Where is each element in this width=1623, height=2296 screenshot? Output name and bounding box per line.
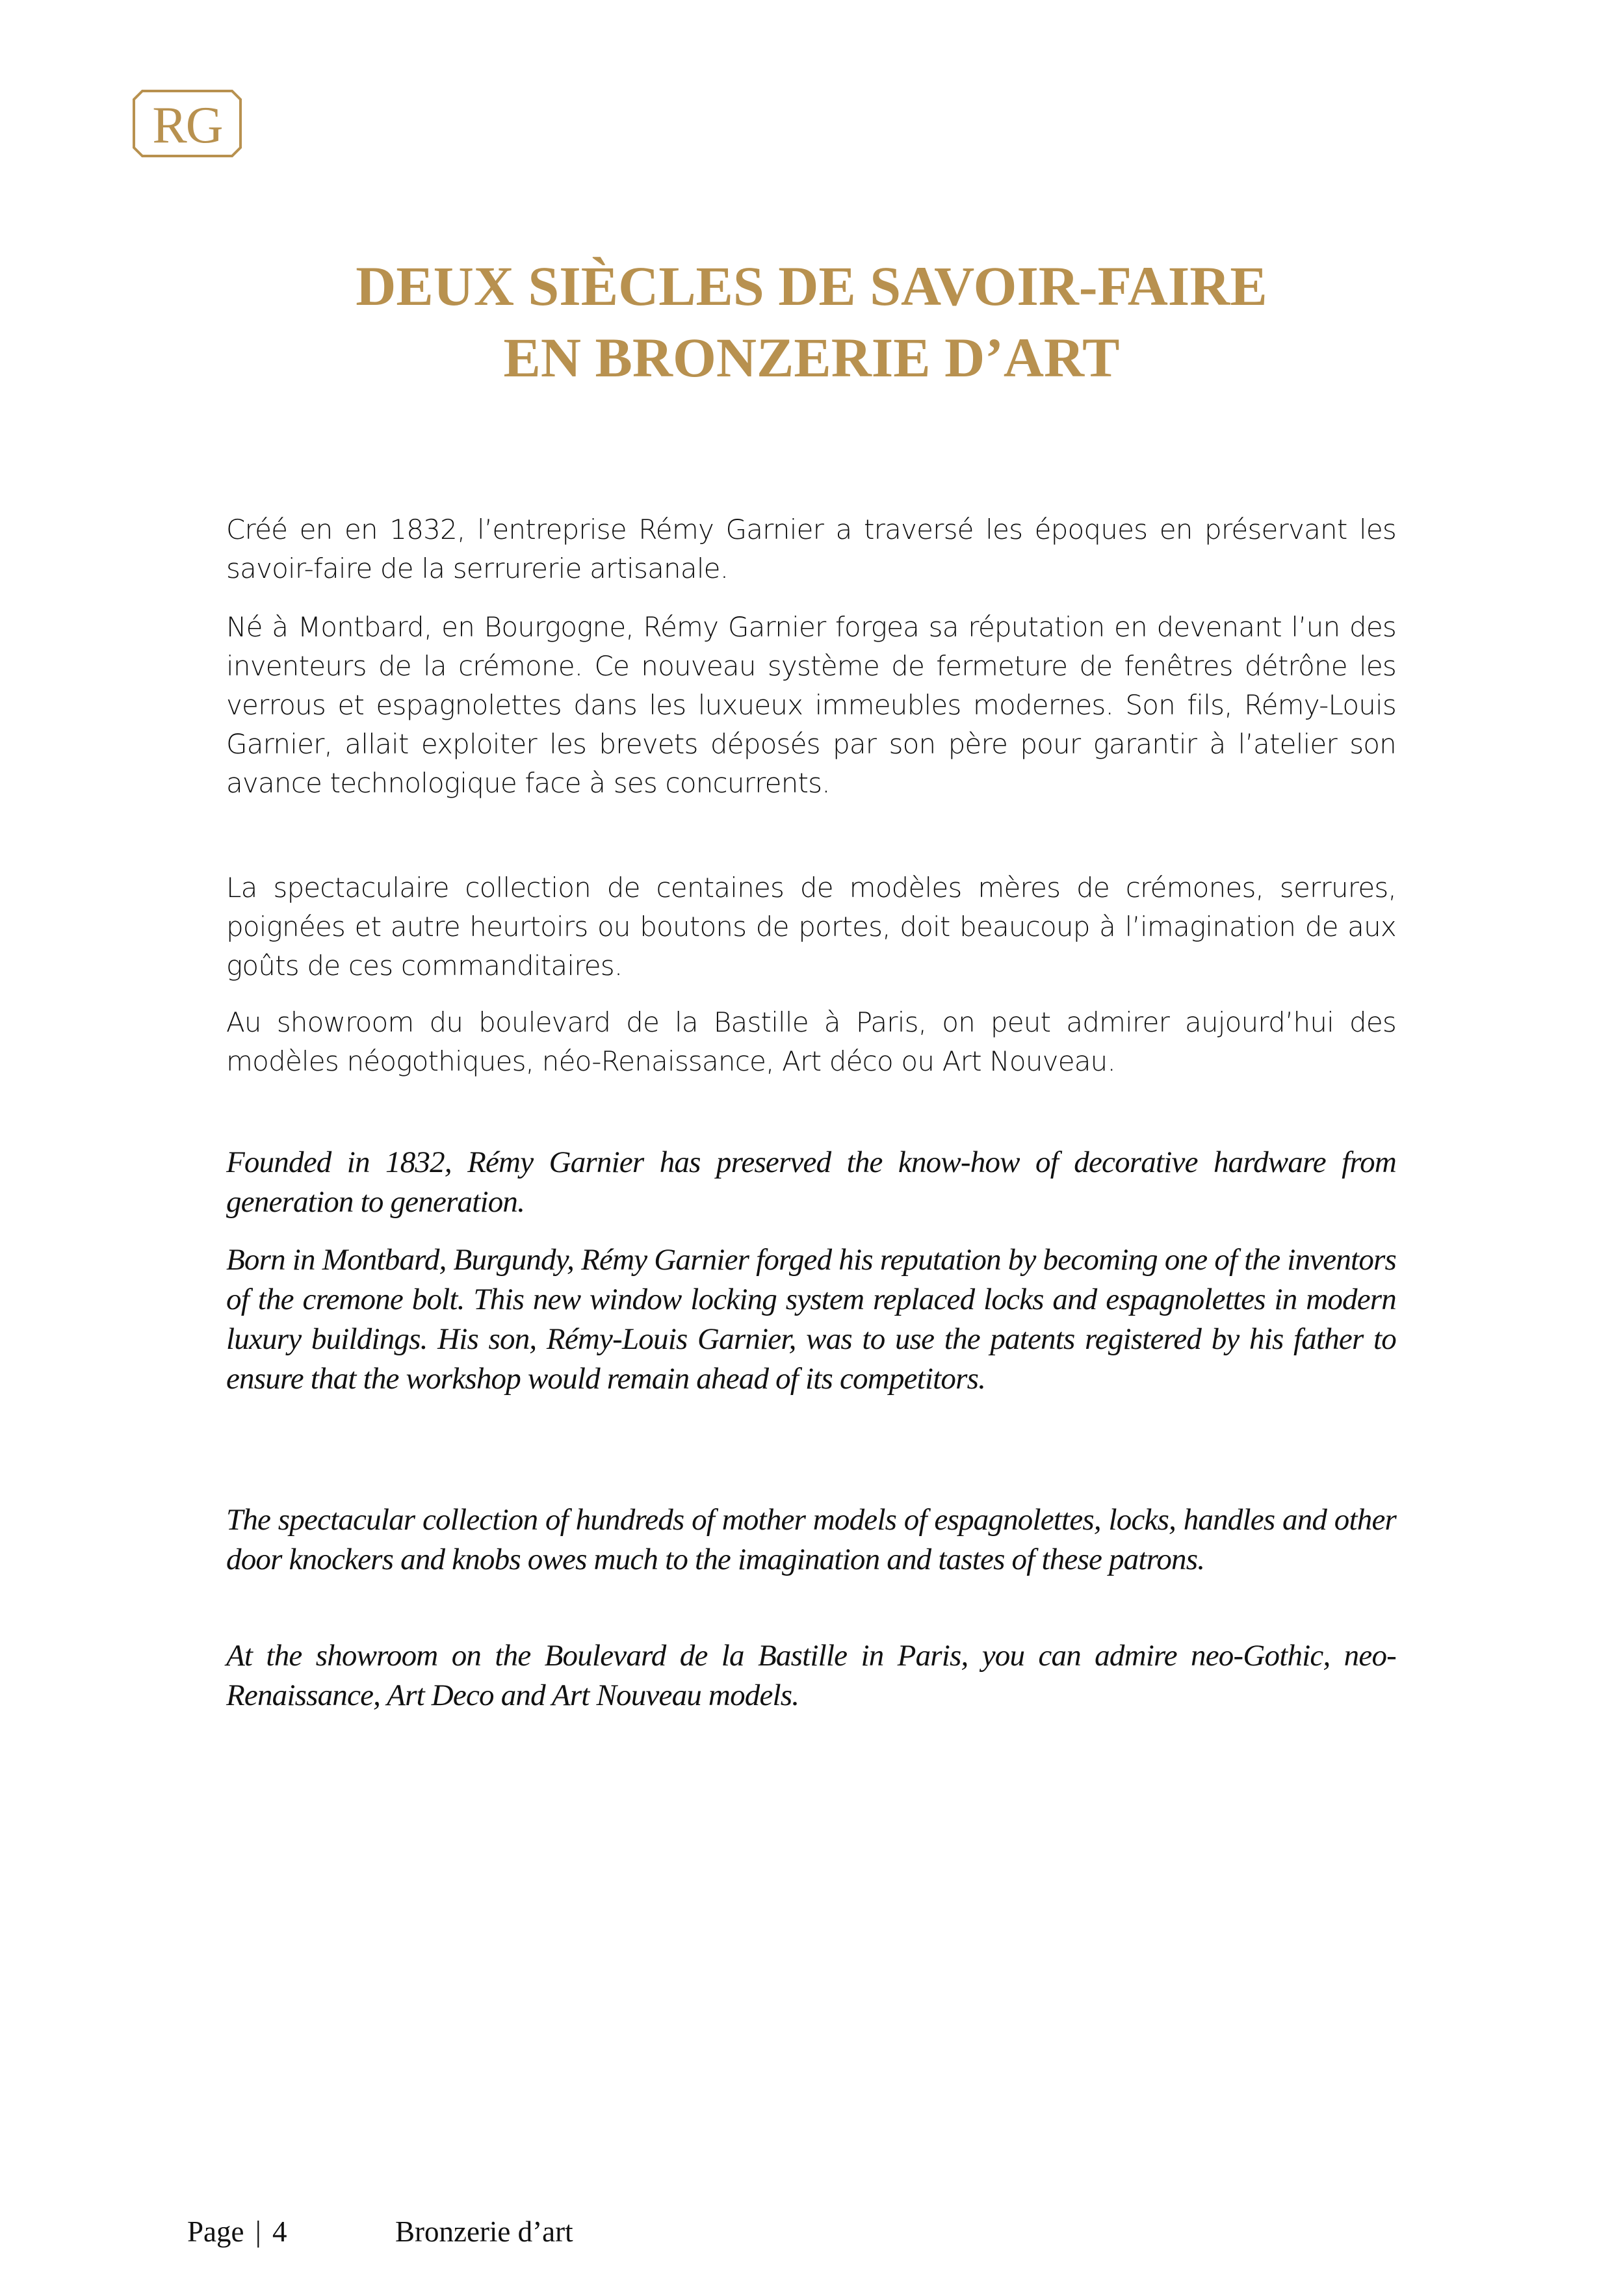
french-section-1 (226, 510, 1396, 588)
page-title-line-2: EN BRONZERIE D’ART (503, 326, 1120, 389)
english-section-1 (226, 1143, 1396, 1222)
french-section-2 (226, 608, 1396, 803)
french-paragraph: Né à Montbard, en Bourgogne, Rémy Garnier forgea sa réputation en devenant l’un des inventeurs de la crémone. Ce nouveau système de fermeture de fenêtres détrône les verrous et espagnolettes dans les luxueux immeubles modernes. Son fils, Rémy-Louis Garnier, allait exploiter les brevets déposés par son père pour garantir à l’atelier son avance technologique face à ses concurrents. (226, 611, 1396, 799)
rg-logo (132, 89, 242, 158)
page-label: Page (187, 2215, 244, 2248)
french-paragraph: Au showroom du boulevard de la Bastille à Paris, on peut admirer aujourd’hui des modèles néogothiques, néo-Renaissance, Art déco ou Art Nouveau. (226, 1006, 1396, 1077)
english-paragraph: Born in Montbard, Burgundy, Rémy Garnier forged his reputation by becoming one of the inventors of the cremone bolt. This new window locking system replaced locks and espagnolettes in modern luxury buildings. His son, Rémy-Louis Garnier, was to use the patents registered by his father to ensure that the workshop would remain ahead of its competitors. (226, 1243, 1396, 1396)
english-paragraph: At the showroom on the Boulevard de la Bastille in Paris, you can admire neo-Gothic, neo-Renaissance, Art Deco and Art Nouveau models. (226, 1639, 1396, 1712)
french-section-4 (226, 1003, 1396, 1081)
footer-separator: | (255, 2215, 261, 2248)
page-title (0, 250, 1623, 393)
french-section-3 (226, 868, 1396, 985)
french-paragraph: La spectaculaire collection de centaines de modèles mères de crémones, serrures, poignées et autre heurtoirs ou boutons de portes, doit beaucoup à l’imagination de aux goûts de ces commanditaires. (226, 872, 1396, 982)
page-title-line-1: DEUX SIÈCLES DE SAVOIR-FAIRE (356, 255, 1267, 317)
logo-text: RG (152, 97, 222, 154)
french-paragraph: Créé en en 1832, l’entreprise Rémy Garnier a traversé les époques en préservant les savoir-faire de la serrurerie artisanale. (226, 514, 1396, 584)
english-section-4 (226, 1636, 1396, 1715)
english-paragraph: The spectacular collection of hundreds of mother models of espagnolettes, locks, handles and other door knockers and knobs owes much to the imagination and tastes of these patrons. (226, 1503, 1396, 1576)
english-section-2 (226, 1240, 1396, 1399)
page-indicator (187, 2215, 287, 2249)
page-number: 4 (272, 2215, 287, 2248)
english-section-3 (226, 1500, 1396, 1580)
english-paragraph: Founded in 1832, Rémy Garnier has preserved the know-how of decorative hardware from generation to generation. (226, 1145, 1396, 1219)
document-title: Bronzerie d’art (395, 2215, 573, 2248)
